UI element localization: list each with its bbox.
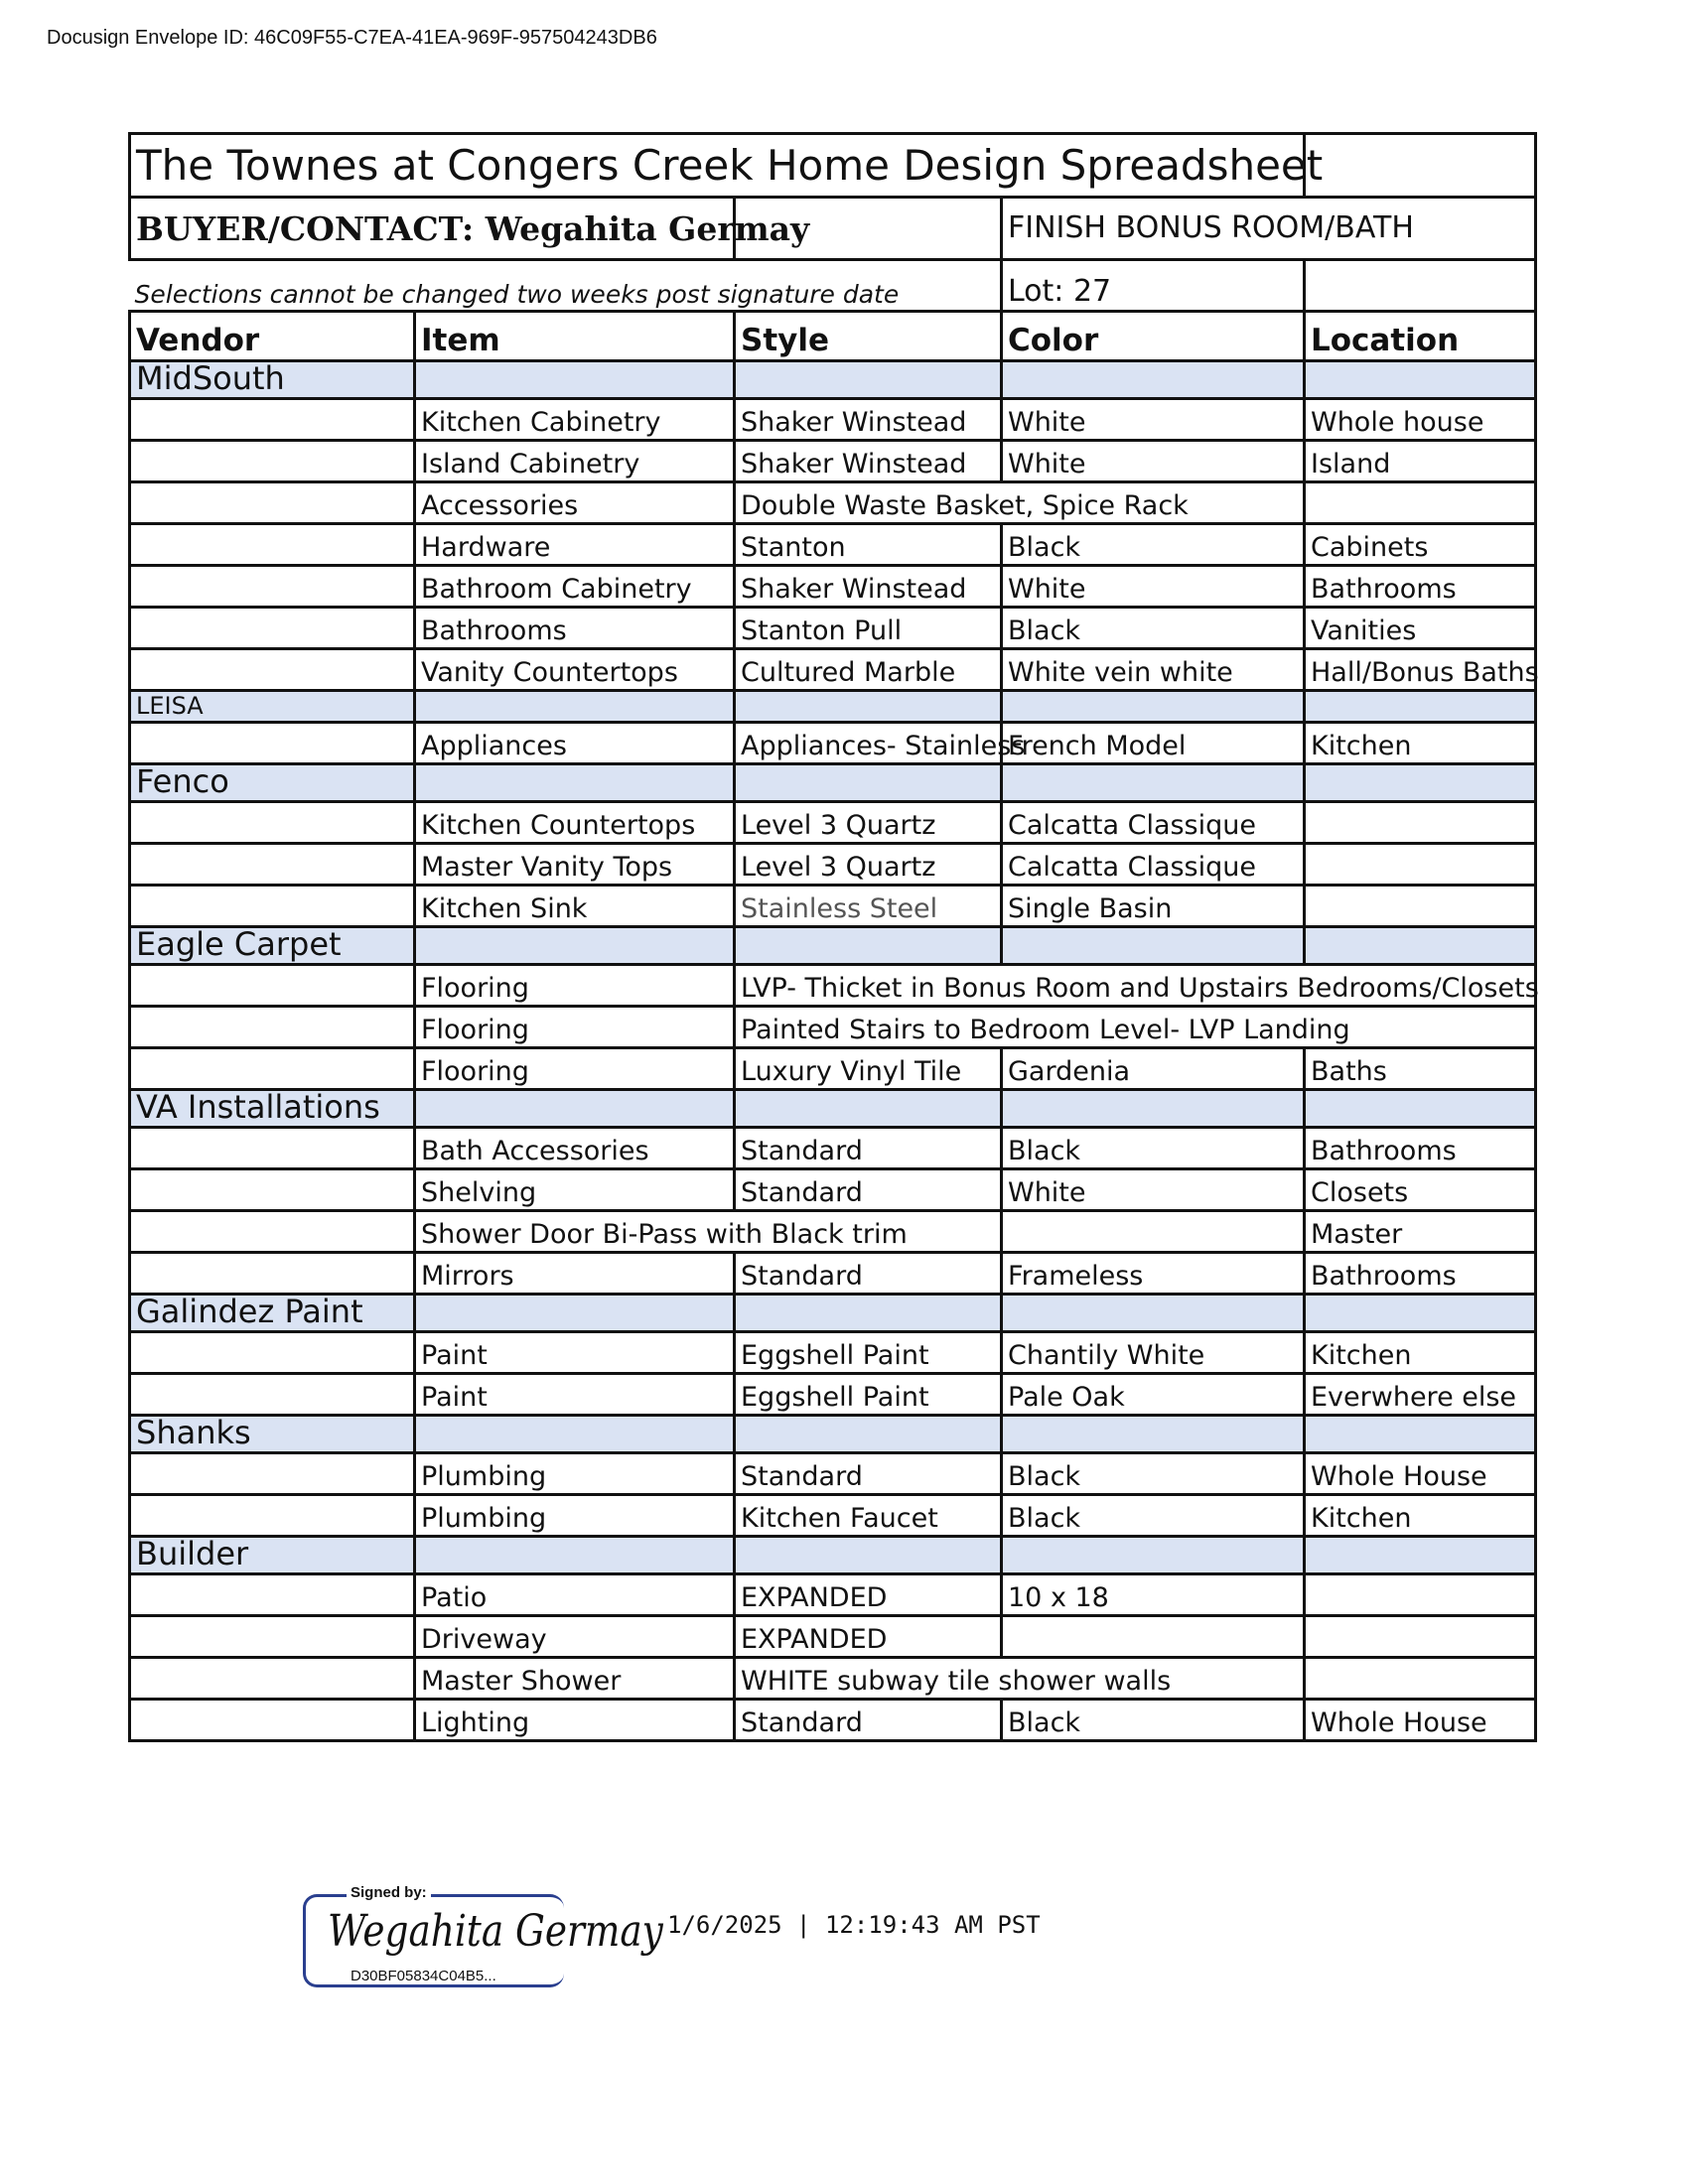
vendor-row	[130, 361, 1536, 399]
color-cell: White	[1002, 441, 1305, 482]
location-cell	[1305, 1574, 1536, 1616]
location-cell: Everwhere else	[1305, 1374, 1536, 1416]
color-cell: 10 x 18	[1002, 1574, 1305, 1616]
header-style: Style	[735, 312, 1002, 361]
style-cell: Level 3 Quartz	[735, 844, 1002, 886]
vendor-blank-cell	[130, 844, 415, 886]
style-cell: Double Waste Basket, Spice Rack	[735, 482, 1305, 524]
style-cell: Standard	[735, 1700, 1002, 1741]
vendor-blank-cell	[130, 566, 415, 608]
item-cell: Lighting	[415, 1700, 735, 1741]
item-row	[130, 886, 1536, 927]
color-cell: White vein white	[1002, 649, 1305, 691]
style-cell: Shaker Winstead	[735, 566, 1002, 608]
style-cell: WHITE subway tile shower walls	[735, 1658, 1305, 1700]
style-cell: Cultured Marble	[735, 649, 1002, 691]
style-cell: Shaker Winstead	[735, 399, 1002, 441]
item-cell: Plumbing	[415, 1453, 735, 1495]
vendor-row	[130, 927, 1536, 965]
location-cell	[1305, 1658, 1536, 1700]
item-cell: Accessories	[415, 482, 735, 524]
vendor-row	[130, 764, 1536, 802]
location-cell: Whole House	[1305, 1700, 1536, 1741]
location-cell	[1305, 482, 1536, 524]
buyer-contact: BUYER/CONTACT: Wegahita Germay	[130, 198, 735, 260]
item-cell: Vanity Countertops	[415, 649, 735, 691]
item-row	[130, 1700, 1536, 1741]
item-row	[130, 1332, 1536, 1374]
color-cell: White	[1002, 1169, 1305, 1211]
vendor-blank-cell	[130, 1658, 415, 1700]
location-cell: Bathrooms	[1305, 1128, 1536, 1169]
vendor-name: LEISA	[130, 691, 415, 723]
vendor-row	[130, 1295, 1536, 1332]
item-cell: Mirrors	[415, 1253, 735, 1295]
vendor-blank-cell	[1002, 1090, 1305, 1128]
vendor-blank-cell	[130, 1495, 415, 1537]
vendor-blank-cell	[130, 1253, 415, 1295]
vendor-blank-cell	[130, 1128, 415, 1169]
vendor-blank-cell	[735, 361, 1002, 399]
location-cell	[1305, 844, 1536, 886]
item-row	[130, 1658, 1536, 1700]
vendor-blank-cell	[1305, 361, 1536, 399]
item-cell: Flooring	[415, 965, 735, 1007]
vendor-blank-cell	[130, 886, 415, 927]
item-cell: Flooring	[415, 1048, 735, 1090]
item-row	[130, 399, 1536, 441]
style-cell: LVP- Thicket in Bonus Room and Upstairs Bedrooms/Closets	[735, 965, 1536, 1007]
vendor-blank-cell	[130, 1007, 415, 1048]
vendor-blank-cell	[130, 1048, 415, 1090]
vendor-blank-cell	[130, 802, 415, 844]
color-cell: Calcatta Classique	[1002, 802, 1305, 844]
lot-number: Lot: 27	[1002, 260, 1305, 312]
item-row	[130, 649, 1536, 691]
style-cell: Painted Stairs to Bedroom Level- LVP Landing	[735, 1007, 1536, 1048]
vendor-name: VA Installations	[130, 1090, 415, 1128]
location-cell	[1305, 1616, 1536, 1658]
item-row	[130, 1374, 1536, 1416]
style-cell: Eggshell Paint	[735, 1332, 1002, 1374]
vendor-blank-cell	[415, 764, 735, 802]
color-cell: Black	[1002, 1128, 1305, 1169]
vendor-blank-cell	[130, 1169, 415, 1211]
vendor-blank-cell	[130, 482, 415, 524]
vendor-blank-cell	[130, 608, 415, 649]
style-cell: Standard	[735, 1169, 1002, 1211]
style-cell: EXPANDED	[735, 1574, 1002, 1616]
location-cell: Hall/Bonus Baths	[1305, 649, 1536, 691]
color-cell: Frameless	[1002, 1253, 1305, 1295]
location-cell: Bathrooms	[1305, 1253, 1536, 1295]
vendor-blank-cell	[415, 361, 735, 399]
vendor-blank-cell	[130, 965, 415, 1007]
vendor-blank-cell	[1305, 1416, 1536, 1453]
lot-blank-cell	[1305, 260, 1536, 312]
location-cell: Kitchen	[1305, 1332, 1536, 1374]
vendor-blank-cell	[130, 399, 415, 441]
vendor-blank-cell	[130, 1374, 415, 1416]
vendor-blank-cell	[1002, 1416, 1305, 1453]
envelope-id: Docusign Envelope ID: 46C09F55-C7EA-41EA-969F-957504243DB6	[47, 27, 657, 49]
vendor-blank-cell	[130, 1700, 415, 1741]
signature-id: D30BF05834C04B5...	[347, 1968, 500, 1984]
location-cell: Bathrooms	[1305, 566, 1536, 608]
color-cell: French Model	[1002, 723, 1305, 764]
item-row	[130, 524, 1536, 566]
vendor-blank-cell	[735, 1537, 1002, 1574]
location-cell: Closets	[1305, 1169, 1536, 1211]
signature-date: 1/6/2025 | 12:19:43 AM PST	[667, 1911, 1041, 1939]
vendor-row	[130, 1090, 1536, 1128]
vendor-blank-cell	[1002, 1537, 1305, 1574]
style-cell: Standard	[735, 1128, 1002, 1169]
location-cell: Master	[1305, 1211, 1536, 1253]
style-cell: Standard	[735, 1253, 1002, 1295]
item-cell: Bathroom Cabinetry	[415, 566, 735, 608]
header-item: Item	[415, 312, 735, 361]
column-header-row	[130, 312, 1536, 361]
item-row	[130, 1574, 1536, 1616]
vendor-name: MidSouth	[130, 361, 415, 399]
color-cell: Black	[1002, 1453, 1305, 1495]
item-cell: Appliances	[415, 723, 735, 764]
vendor-blank-cell	[415, 1090, 735, 1128]
color-cell: Black	[1002, 524, 1305, 566]
vendor-blank-cell	[1305, 1090, 1536, 1128]
color-cell: Black	[1002, 608, 1305, 649]
header-vendor: Vendor	[130, 312, 415, 361]
vendor-blank-cell	[415, 1537, 735, 1574]
color-cell: Gardenia	[1002, 1048, 1305, 1090]
item-cell: Patio	[415, 1574, 735, 1616]
vendor-blank-cell	[1305, 1537, 1536, 1574]
item-cell: Paint	[415, 1332, 735, 1374]
location-cell	[1305, 886, 1536, 927]
item-row	[130, 1169, 1536, 1211]
item-row	[130, 1007, 1536, 1048]
vendor-blank-cell	[415, 1295, 735, 1332]
style-cell: Eggshell Paint	[735, 1374, 1002, 1416]
item-cell: Driveway	[415, 1616, 735, 1658]
item-cell: Hardware	[415, 524, 735, 566]
style-cell: Appliances- Stainless	[735, 723, 1002, 764]
color-cell: White	[1002, 399, 1305, 441]
vendor-blank-cell	[735, 1295, 1002, 1332]
vendor-blank-cell	[1002, 764, 1305, 802]
vendor-blank-cell	[130, 1574, 415, 1616]
header-location: Location	[1305, 312, 1536, 361]
style-cell: Stainless Steel	[735, 886, 1002, 927]
location-cell: Kitchen	[1305, 1495, 1536, 1537]
vendor-blank-cell	[1305, 1295, 1536, 1332]
item-row	[130, 566, 1536, 608]
style-cell: Level 3 Quartz	[735, 802, 1002, 844]
location-cell: Kitchen	[1305, 723, 1536, 764]
color-cell	[1002, 1211, 1305, 1253]
vendor-blank-cell	[130, 524, 415, 566]
color-cell: Calcatta Classique	[1002, 844, 1305, 886]
color-cell: Black	[1002, 1700, 1305, 1741]
item-cell: Bathrooms	[415, 608, 735, 649]
vendor-blank-cell	[130, 441, 415, 482]
vendor-name: Eagle Carpet	[130, 927, 415, 965]
item-cell: Kitchen Cabinetry	[415, 399, 735, 441]
location-cell: Baths	[1305, 1048, 1536, 1090]
vendor-blank-cell	[735, 764, 1002, 802]
item-row	[130, 1211, 1536, 1253]
vendor-blank-cell	[415, 927, 735, 965]
header-color: Color	[1002, 312, 1305, 361]
title-blank-cell	[1305, 134, 1536, 198]
item-cell: Master Vanity Tops	[415, 844, 735, 886]
item-cell: Master Shower	[415, 1658, 735, 1700]
location-cell: Whole House	[1305, 1453, 1536, 1495]
item-row	[130, 802, 1536, 844]
location-cell	[1305, 802, 1536, 844]
vendor-blank-cell	[130, 1616, 415, 1658]
item-row	[130, 1495, 1536, 1537]
vendor-row	[130, 1537, 1536, 1574]
design-spreadsheet	[128, 132, 1537, 1742]
vendor-blank-cell	[1305, 691, 1536, 723]
location-cell: Island	[1305, 441, 1536, 482]
color-cell	[1002, 1616, 1305, 1658]
color-cell: Pale Oak	[1002, 1374, 1305, 1416]
vendor-blank-cell	[1305, 927, 1536, 965]
vendor-blank-cell	[130, 723, 415, 764]
vendor-name: Galindez Paint	[130, 1295, 415, 1332]
vendor-row	[130, 1416, 1536, 1453]
item-cell: Kitchen Sink	[415, 886, 735, 927]
vendor-name: Shanks	[130, 1416, 415, 1453]
vendor-blank-cell	[130, 1211, 415, 1253]
item-row	[130, 1048, 1536, 1090]
color-cell: Black	[1002, 1495, 1305, 1537]
vendor-blank-cell	[130, 649, 415, 691]
sheet-title: The Townes at Congers Creek Home Design Spreadsheet	[130, 134, 1305, 198]
style-cell: Stanton Pull	[735, 608, 1002, 649]
item-cell: Island Cabinetry	[415, 441, 735, 482]
vendor-blank-cell	[130, 1332, 415, 1374]
item-row	[130, 965, 1536, 1007]
vendor-blank-cell	[735, 691, 1002, 723]
location-cell: Whole house	[1305, 399, 1536, 441]
vendor-blank-cell	[415, 691, 735, 723]
vendor-blank-cell	[1002, 1295, 1305, 1332]
vendor-name: Builder	[130, 1537, 415, 1574]
vendor-row	[130, 691, 1536, 723]
style-cell: Luxury Vinyl Tile	[735, 1048, 1002, 1090]
package-name: FINISH BONUS ROOM/BATH	[1002, 198, 1536, 260]
item-cell: Paint	[415, 1374, 735, 1416]
item-row	[130, 723, 1536, 764]
item-cell: Kitchen Countertops	[415, 802, 735, 844]
item-row	[130, 1128, 1536, 1169]
vendor-blank-cell	[735, 1416, 1002, 1453]
item-row	[130, 1616, 1536, 1658]
vendor-blank-cell	[130, 1453, 415, 1495]
item-cell: Flooring	[415, 1007, 735, 1048]
item-cell: Plumbing	[415, 1495, 735, 1537]
item-cell: Shelving	[415, 1169, 735, 1211]
location-cell: Vanities	[1305, 608, 1536, 649]
signature-label: Signed by:	[347, 1884, 431, 1901]
item-row	[130, 1453, 1536, 1495]
vendor-blank-cell	[1002, 691, 1305, 723]
color-cell: Single Basin	[1002, 886, 1305, 927]
item-row	[130, 1253, 1536, 1295]
style-cell: Shaker Winstead	[735, 441, 1002, 482]
color-cell: White	[1002, 566, 1305, 608]
item-cell: Bath Accessories	[415, 1128, 735, 1169]
selection-note: Selections cannot be changed two weeks post signature date	[130, 260, 1002, 312]
vendor-blank-cell	[1002, 927, 1305, 965]
style-cell: EXPANDED	[735, 1616, 1002, 1658]
item-row	[130, 608, 1536, 649]
item-row	[130, 441, 1536, 482]
item-row	[130, 482, 1536, 524]
style-cell: Standard	[735, 1453, 1002, 1495]
vendor-blank-cell	[1002, 361, 1305, 399]
location-cell: Cabinets	[1305, 524, 1536, 566]
item-cell: Shower Door Bi-Pass with Black trim	[415, 1211, 1002, 1253]
vendor-blank-cell	[735, 927, 1002, 965]
vendor-blank-cell	[1305, 764, 1536, 802]
style-cell: Stanton	[735, 524, 1002, 566]
style-cell: Kitchen Faucet	[735, 1495, 1002, 1537]
vendor-blank-cell	[415, 1416, 735, 1453]
item-row	[130, 844, 1536, 886]
vendor-blank-cell	[735, 1090, 1002, 1128]
color-cell: Chantily White	[1002, 1332, 1305, 1374]
vendor-name: Fenco	[130, 764, 415, 802]
signature-name: Wegahita Germay	[328, 1906, 663, 1957]
